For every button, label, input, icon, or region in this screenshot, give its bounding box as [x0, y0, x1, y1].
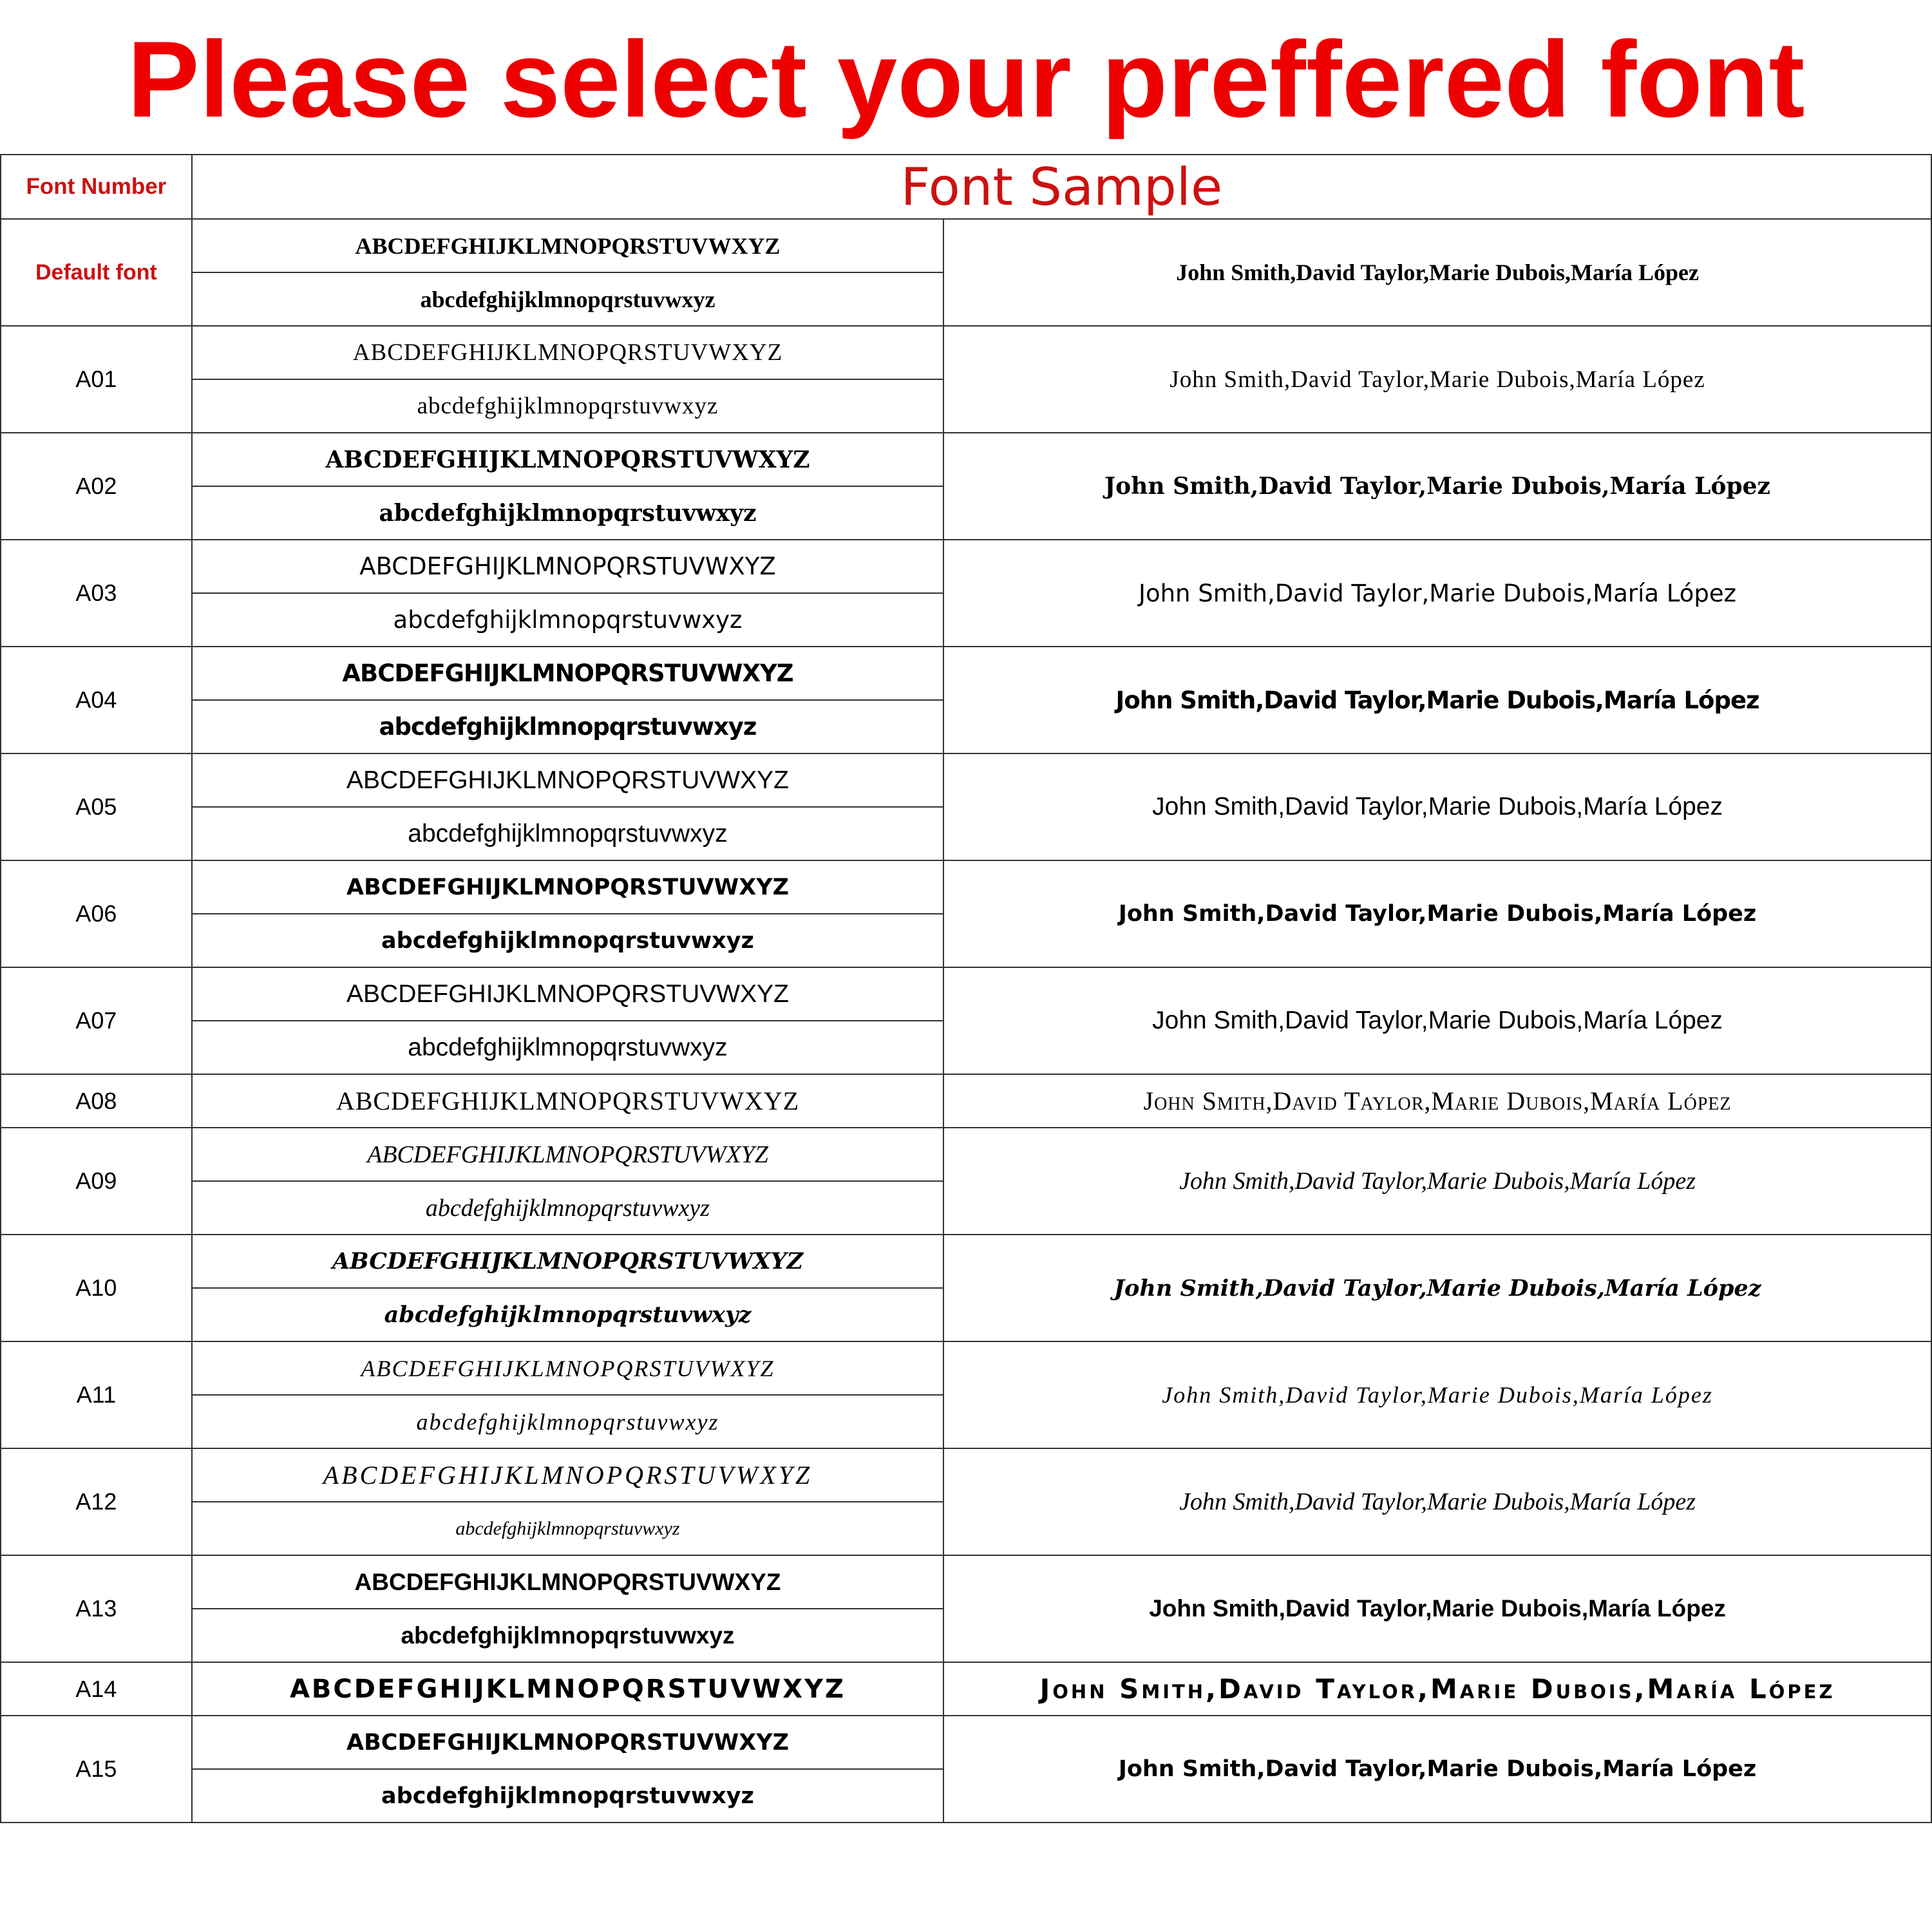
name-sample: John Smith,David Taylor,Marie Dubois,María López [943, 1128, 1931, 1235]
font-number-a07[interactable]: A07 [1, 967, 192, 1074]
font-number-a10[interactable]: A10 [1, 1235, 192, 1341]
font-number-a12[interactable]: A12 [1, 1448, 192, 1555]
name-sample: John Smith,David Taylor,Marie Dubois,María López [943, 1716, 1931, 1823]
font-number-a03[interactable]: A03 [1, 540, 192, 647]
uppercase-sample: ABCDEFGHIJKLMNOPQRSTUVWXYZ [192, 219, 943, 272]
lowercase-sample: abcdefghijklmnopqrstuvwxyz [192, 1609, 943, 1662]
uppercase-sample: ABCDEFGHIJKLMNOPQRSTUVWXYZ [192, 1074, 943, 1128]
lowercase-sample: abcdefghijklmnopqrstuvwxyz [192, 807, 943, 860]
font-row-a03-upper[interactable] [1, 540, 1931, 593]
font-row-a06-upper[interactable] [1, 860, 1931, 914]
font-number-a01[interactable]: A01 [1, 326, 192, 433]
font-row-a01-upper[interactable] [1, 326, 1931, 379]
lowercase-sample: abcdefghijklmnopqrstuvwxyz [192, 1769, 943, 1823]
name-sample: John Smith,David Taylor,Marie Dubois,María López [943, 753, 1931, 860]
name-sample: John Smith,David Taylor,Marie Dubois,María López [943, 1448, 1931, 1555]
name-sample: John Smith,David Taylor,Marie Dubois,María López [943, 647, 1931, 753]
font-number-default[interactable]: Default font [1, 219, 192, 326]
font-number-a04[interactable]: A04 [1, 647, 192, 753]
font-row-a05-upper[interactable] [1, 753, 1931, 807]
font-row-default-upper[interactable] [1, 219, 1931, 272]
font-row-a07-upper[interactable] [1, 967, 1931, 1021]
font-table [0, 154, 1932, 1823]
page-title: Please select your preffered font [127, 19, 1805, 140]
lowercase-sample: abcdefghijklmnopqrstuvwxyz [192, 1288, 943, 1341]
font-number-a15[interactable]: A15 [1, 1716, 192, 1823]
uppercase-sample: ABCDEFGHIJKLMNOPQRSTUVWXYZ [192, 433, 943, 486]
font-row-a11-upper[interactable] [1, 1341, 1931, 1395]
lowercase-sample: abcdefghijklmnopqrstuvwxyz [192, 1502, 943, 1555]
font-row-a04-upper[interactable] [1, 647, 1931, 700]
uppercase-sample: ABCDEFGHIJKLMNOPQRSTUVWXYZ [192, 1662, 943, 1716]
uppercase-sample: ABCDEFGHIJKLMNOPQRSTUVWXYZ [192, 860, 943, 914]
name-sample: John Smith,David Taylor,Marie Dubois,María López [943, 1074, 1931, 1128]
name-sample: John Smith,David Taylor,Marie Dubois,María López [943, 967, 1931, 1074]
name-sample: John Smith,David Taylor,Marie Dubois,María López [943, 219, 1931, 326]
uppercase-sample: ABCDEFGHIJKLMNOPQRSTUVWXYZ [192, 1448, 943, 1502]
lowercase-sample: abcdefghijklmnopqrstuvwxyz [192, 272, 943, 326]
lowercase-sample: abcdefghijklmnopqrstuvwxyz [192, 700, 943, 753]
table-header-row [1, 155, 1931, 219]
font-number-a08[interactable]: A08 [1, 1074, 192, 1128]
lowercase-sample: abcdefghijklmnopqrstuvwxyz [192, 914, 943, 967]
name-sample: John Smith,David Taylor,Marie Dubois,María López [943, 1341, 1931, 1448]
uppercase-sample: ABCDEFGHIJKLMNOPQRSTUVWXYZ [192, 1716, 943, 1769]
name-sample: John Smith,David Taylor,Marie Dubois,María López [943, 1235, 1931, 1341]
name-sample: John Smith,David Taylor,Marie Dubois,María López [943, 540, 1931, 647]
uppercase-sample: ABCDEFGHIJKLMNOPQRSTUVWXYZ [192, 647, 943, 700]
font-row-a13-upper[interactable] [1, 1555, 1931, 1609]
uppercase-sample: ABCDEFGHIJKLMNOPQRSTUVWXYZ [192, 326, 943, 379]
uppercase-sample: ABCDEFGHIJKLMNOPQRSTUVWXYZ [192, 540, 943, 593]
lowercase-sample: abcdefghijklmnopqrstuvwxyz [192, 1395, 943, 1448]
font-number-a05[interactable]: A05 [1, 753, 192, 860]
lowercase-sample: abcdefghijklmnopqrstuvwxyz [192, 1021, 943, 1074]
uppercase-sample: ABCDEFGHIJKLMNOPQRSTUVWXYZ [192, 753, 943, 807]
name-sample: John Smith,David Taylor,Marie Dubois,María López [943, 433, 1931, 540]
font-row-a15-upper[interactable] [1, 1716, 1931, 1769]
name-sample: John Smith,David Taylor,Marie Dubois,María López [943, 1662, 1931, 1716]
font-number-a14[interactable]: A14 [1, 1662, 192, 1716]
font-row-a10-upper[interactable] [1, 1235, 1931, 1288]
font-row-a09-upper[interactable] [1, 1128, 1931, 1181]
name-sample: John Smith,David Taylor,Marie Dubois,María López [943, 1555, 1931, 1662]
lowercase-sample: abcdefghijklmnopqrstuvwxyz [192, 486, 943, 540]
lowercase-sample: abcdefghijklmnopqrstuvwxyz [192, 379, 943, 433]
font-number-a11[interactable]: A11 [1, 1341, 192, 1448]
uppercase-sample: ABCDEFGHIJKLMNOPQRSTUVWXYZ [192, 1128, 943, 1181]
font-number-header: Font Number [1, 155, 192, 219]
font-number-a06[interactable]: A06 [1, 860, 192, 967]
font-number-a09[interactable]: A09 [1, 1128, 192, 1235]
font-sample-header: Font Sample [192, 155, 1931, 219]
uppercase-sample: ABCDEFGHIJKLMNOPQRSTUVWXYZ [192, 1235, 943, 1288]
lowercase-sample: abcdefghijklmnopqrstuvwxyz [192, 1181, 943, 1235]
font-number-a13[interactable]: A13 [1, 1555, 192, 1662]
name-sample: John Smith,David Taylor,Marie Dubois,María López [943, 326, 1931, 433]
name-sample: John Smith,David Taylor,Marie Dubois,María López [943, 860, 1931, 967]
uppercase-sample: ABCDEFGHIJKLMNOPQRSTUVWXYZ [192, 1555, 943, 1609]
font-row-a12-upper[interactable] [1, 1448, 1931, 1502]
font-number-a02[interactable]: A02 [1, 433, 192, 540]
font-row-a02-upper[interactable] [1, 433, 1931, 486]
uppercase-sample: ABCDEFGHIJKLMNOPQRSTUVWXYZ [192, 967, 943, 1021]
uppercase-sample: ABCDEFGHIJKLMNOPQRSTUVWXYZ [192, 1341, 943, 1395]
lowercase-sample: abcdefghijklmnopqrstuvwxyz [192, 593, 943, 647]
